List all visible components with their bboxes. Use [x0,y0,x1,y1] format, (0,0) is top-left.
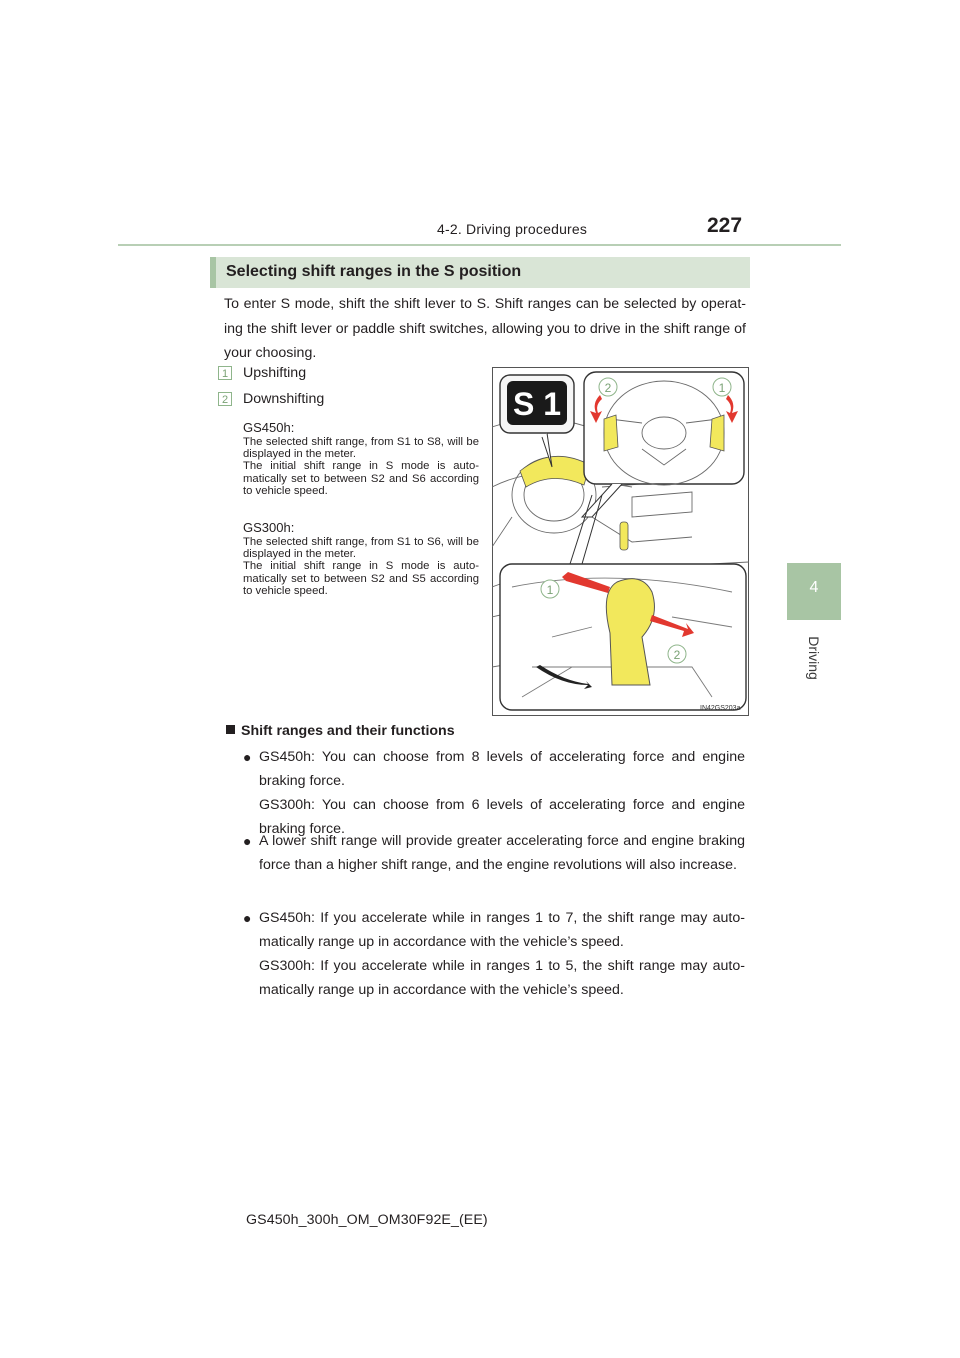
note-line: The selected shift range, from S1 to S6, will be displayed in the meter. [243,536,479,561]
section-title-bar [210,257,750,288]
note-line: The initial shift range in S mode is auto-matically set to between S2 and S5 according to vehicle speed. [243,560,479,597]
intro-paragraph: To enter S mode, shift the shift lever to S. Shift ranges can be selected by operat-ing the shift lever or paddle shift switches, allowing you to drive in the shift range of your choosing. [224,296,746,361]
bullet-dot-icon: ● [243,749,252,765]
section-title: Selecting shift ranges in the S position [226,263,522,280]
figure-label-2-bottom: 2 [673,648,681,662]
note-model: GS300h: [243,520,295,535]
note-gs300h [243,520,479,597]
bullet-text: GS300h: If you accelerate while in ranges 1 to 5, the shift range may auto-matically range up in accordance with the vehicle’s speed. [259,958,745,998]
document-code-footer: GS450h_300h_OM_OM30F92E_(EE) [246,1212,488,1228]
subsection-title [226,723,455,739]
chapter-label-wrapper [805,628,823,688]
note-line: The initial shift range in S mode is auto-matically set to between S2 and S6 according to vehicle speed. [243,460,479,497]
item-label-upshifting: Upshifting [243,365,307,381]
shift-illustration [492,367,749,716]
bullet-item [243,906,745,1002]
bullet-text: GS300h: You can choose from 6 levels of accelerating force and engine braking force. [259,797,745,837]
bullet-text: A lower shift range will provide greater accelerating force and engine braking force than a higher shift range, and the engine revolutions will also increase. [259,833,745,873]
page-number: 227 [707,214,743,237]
chapter-tab [787,563,841,620]
item-number-1: 1 [218,366,232,380]
item-label-downshifting: Downshifting [243,391,325,407]
bullet-text: GS450h: If you accelerate while in ranges 1 to 7, the shift range may auto-matically range up in accordance with the vehicle’s speed. [259,910,745,950]
note-model: GS450h: [243,420,295,435]
running-header-section: 4-2. Driving procedures [437,221,588,237]
figure-code: IN42GS203a [700,705,741,712]
bullet-item [243,745,745,841]
item-number-2: 2 [218,392,232,406]
chapter-number: 4 [809,579,819,596]
figure-label-1-top: 1 [718,381,726,395]
chapter-label: Driving [806,636,822,680]
figure-label-1-bottom: 1 [546,583,554,597]
square-bullet-icon [226,725,235,734]
note-gs450h [243,420,479,497]
header-divider [118,244,841,246]
meter-display-text: S 1 [512,386,562,422]
bullet-dot-icon: ● [243,833,252,849]
subsection-title-text: Shift ranges and their functions [241,723,455,739]
figure-label-2-top: 2 [604,381,612,395]
bullet-dot-icon: ● [243,910,252,926]
bullet-item [243,829,745,877]
bullet-text: GS450h: You can choose from 8 levels of accelerating force and engine braking force. [259,749,745,789]
note-line: The selected shift range, from S1 to S8, will be displayed in the meter. [243,436,479,461]
